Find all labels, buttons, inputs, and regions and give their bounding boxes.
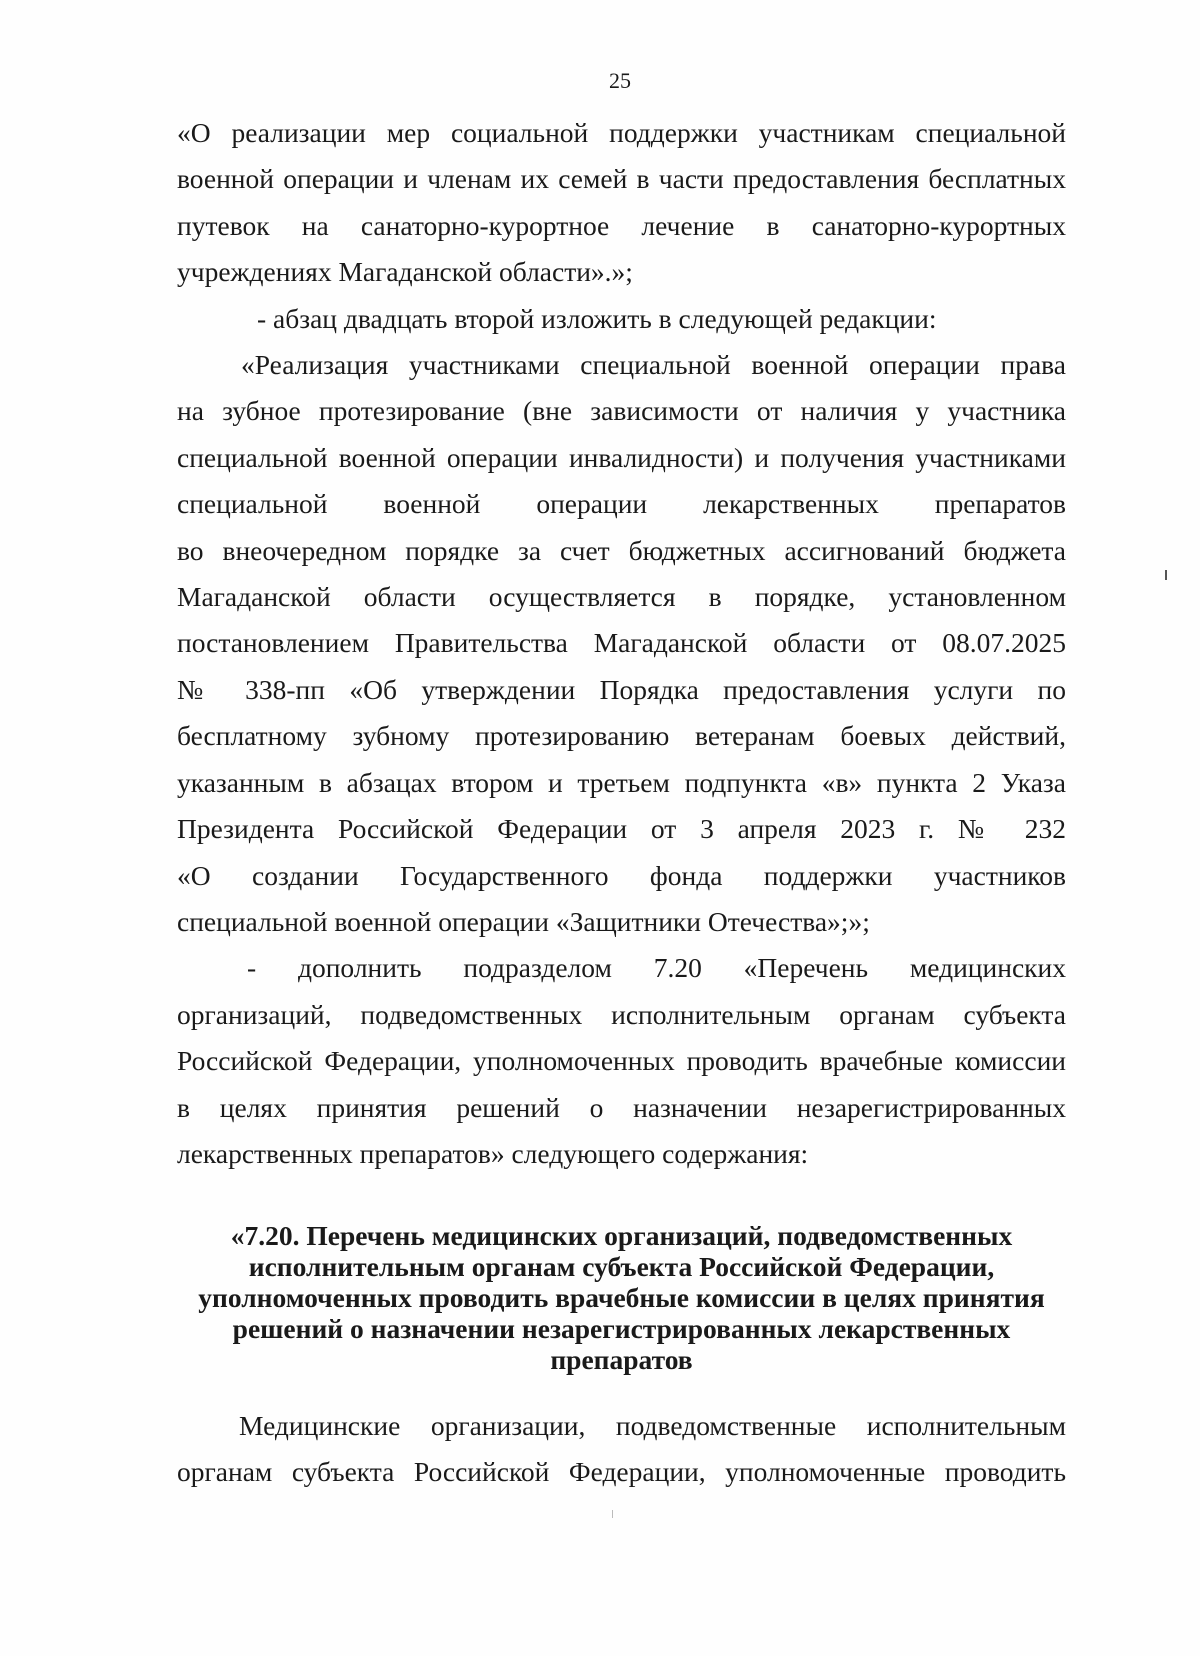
text-line: - абзац двадцать второй изложить в следующей редакции: <box>257 302 937 334</box>
heading-line: исполнительным органам субъекта Российской Федерации, <box>248 1251 995 1282</box>
text-line: «Реализация участниками специальной военной операции права <box>241 349 1066 381</box>
text-line: Магаданской области осуществляется в порядке, установленном <box>177 581 1066 613</box>
text-line: «О создании Государственного фонда поддержки участников <box>177 859 1066 891</box>
text-line: - дополнить подразделом 7.20 «Перечень медицинских <box>247 952 1066 984</box>
text-line: бесплатному зубному протезированию ветеранам боевых действий, <box>177 720 1066 752</box>
text-line: специальной военной операции «Защитники Отечества»;»; <box>177 905 870 937</box>
text-line: Российской Федерации, уполномоченных проводить врачебные комиссии <box>177 1045 1066 1077</box>
text-line: указанным в абзацах втором и третьем подпункта «в» пункта 2 Указа <box>177 766 1066 798</box>
paragraph-amendment-22 <box>177 296 1066 342</box>
text-line: путевок на санаторно-курортное лечение в санаторно-курортных <box>177 209 1066 241</box>
text-line: специальной военной операции инвалидности) и получения участниками <box>177 441 1066 473</box>
document-body <box>177 110 1066 1177</box>
text-line: Медицинские организации, подведомственные исполнительным <box>239 1410 1066 1441</box>
paragraph-new-wording <box>177 342 1066 945</box>
paragraph-medical-organizations <box>177 1403 1066 1496</box>
heading-line: уполномоченных проводить врачебные комиссии в целях принятия <box>198 1282 1045 1313</box>
heading-line: решений о назначении незарегистрированных лекарственных <box>232 1313 1011 1344</box>
heading-line: препаратов <box>550 1344 693 1375</box>
paragraph-reference-title <box>177 110 1066 296</box>
text-line: № 338-пп «Об утверждении Порядка предоставления услуги по <box>177 673 1066 705</box>
scan-artifact <box>612 1510 613 1518</box>
text-line: военной операции и членам их семей в части предоставления бесплатных <box>177 163 1066 195</box>
text-line: организаций, подведомственных исполнительным органам субъекта <box>177 998 1066 1030</box>
page-number: 25 <box>609 68 631 93</box>
text-line: Президента Российской Федерации от 3 апреля 2023 г. № 232 <box>177 813 1066 845</box>
text-line: постановлением Правительства Магаданской области от 08.07.2025 <box>177 627 1066 659</box>
text-line: во внеочередном порядке за счет бюджетных ассигнований бюджета <box>177 534 1066 566</box>
text-line: на зубное протезирование (вне зависимости от наличия у участника <box>177 395 1066 427</box>
text-line: в целях принятия решений о назначении незарегистрированных <box>177 1091 1066 1123</box>
text-line: органам субъекта Российской Федерации, уполномоченные проводить <box>177 1456 1066 1488</box>
text-line: «О реализации мер социальной поддержки участникам специальной <box>177 117 1066 148</box>
text-line: лекарственных препаратов» следующего содержания: <box>177 1137 809 1169</box>
text-line: учреждениях Магаданской области».»; <box>177 256 633 288</box>
section-heading-7-20 <box>177 1220 1066 1375</box>
scan-artifact <box>1165 570 1167 580</box>
heading-line: «7.20. Перечень медицинских организаций, подведомственных <box>230 1220 1013 1251</box>
text-line: специальной военной операции лекарственных препаратов <box>177 488 1066 520</box>
paragraph-add-subsection <box>177 945 1066 1177</box>
